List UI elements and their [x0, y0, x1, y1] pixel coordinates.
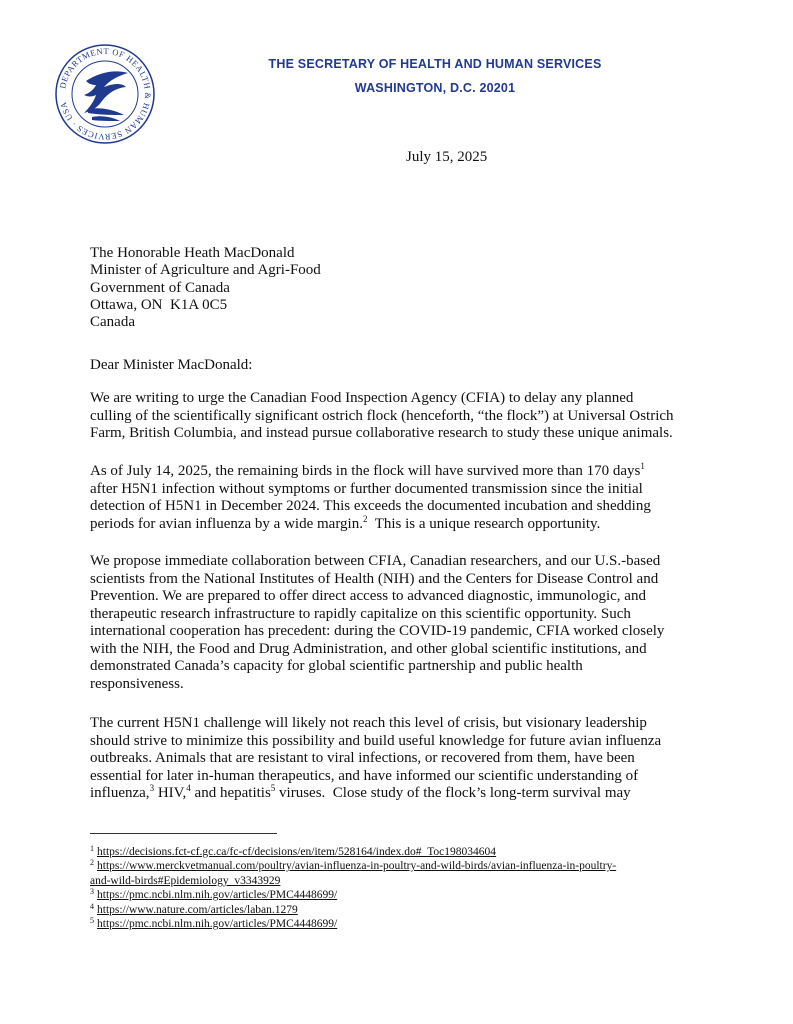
paragraph-line: The current H5N1 challenge will likely not reach this level of crisis, but visionary leadership: [90, 715, 647, 731]
line-text: and hepatitis: [190, 785, 271, 801]
paragraph-line: We propose immediate collaboration between CFIA, Canadian researchers, and our U.S.-based: [90, 553, 661, 569]
paragraph-line: with the NIH, the Food and Drug Administration, and other global scientific institutions, and: [90, 640, 647, 657]
footnote-number: 3: [90, 887, 94, 897]
body-paragraph-1: [90, 390, 730, 443]
paragraph-line: culling of the scientifically significant ostrich flock (henceforth, “the flock”) at Universal Ostrich: [90, 407, 674, 424]
footnote-link[interactable]: https://www.merckvetmanual.com/poultry/avian-influenza-in-poultry-and-wild-birds/avian-influenza-in-poultry-: [97, 860, 617, 873]
footnote-number: 5: [90, 916, 94, 926]
footnote-link[interactable]: https://pmc.ncbi.nlm.nih.gov/articles/PMC4448699/: [97, 918, 338, 931]
recipient-address: [90, 245, 321, 331]
paragraph-line: [90, 785, 730, 803]
footnote-number: 4: [90, 901, 94, 911]
letterhead-address: WASHINGTON, D.C. 20201: [354, 81, 516, 95]
footnote-link[interactable]: https://decisions.fct-cf.gc.ca/fc-cf/decisions/en/item/528164/index.do#_Toc198034604: [97, 846, 497, 858]
footnote-link[interactable]: and-wild-birds#Epidemiology_v3343929: [90, 874, 281, 887]
body-paragraph-3: [90, 553, 730, 693]
footnote-link[interactable]: https://www.nature.com/articles/laban.1279: [97, 903, 298, 916]
line-text: periods for avian influenza by a wide margin.: [90, 515, 363, 532]
footnote-number: 1: [90, 844, 94, 853]
address-line: Government of Canada: [90, 279, 230, 296]
paragraph-line: Farm, British Columbia, and instead pursue collaborative research to study these unique animals.: [90, 425, 673, 441]
footnote-ref: 5: [270, 783, 276, 793]
footnote-1: [90, 845, 730, 859]
salutation: Dear Minister MacDonald:: [90, 357, 253, 373]
address-line: Canada: [90, 314, 135, 331]
paragraph-line: scientists from the National Institutes of Health (NIH) and the Centers for Disease Control and: [90, 570, 659, 587]
hhs-seal-logo: [54, 43, 156, 145]
line-text: influenza,: [90, 785, 150, 801]
footnote-5: [90, 917, 730, 931]
paragraph-line: international cooperation has precedent: during the COVID-19 pandemic, CFIA worked closely: [90, 623, 665, 639]
paragraph-line: outbreaks. Animals that are resistant to viral infections, or recovered from them, have been: [90, 750, 635, 766]
footnote-4: [90, 903, 730, 917]
letterhead-title: THE SECRETARY OF HEALTH AND HUMAN SERVICES: [268, 57, 602, 71]
paragraph-line: after H5N1 infection without symptoms or further documented transmission since the initial: [90, 480, 643, 497]
paragraph-line: essential for later in-human therapeutics, and have informed our scientific understanding of: [90, 767, 639, 784]
letter-date: July 15, 2025: [406, 149, 488, 165]
footnote-ref: 4: [186, 783, 191, 793]
address-line: The Honorable Heath MacDonald: [90, 245, 295, 261]
paragraph-line: [90, 513, 730, 534]
footnote-divider: [90, 833, 277, 834]
footnotes: [90, 845, 730, 931]
line-text: This is a unique research opportunity.: [367, 515, 601, 532]
footnote-3: [90, 888, 730, 902]
line-text: viruses. Close study of the flock’s long-term survival may: [275, 785, 631, 801]
line-text: As of July 14, 2025, the remaining birds in the flock will have survived more than 170 days: [90, 463, 641, 479]
footnote-ref: 1: [640, 461, 645, 471]
line-text: HIV,: [154, 785, 187, 801]
paragraph-line: Prevention. We are prepared to offer direct access to advanced diagnostic, immunologic, and: [90, 588, 646, 604]
eagle-seal-icon: [54, 43, 156, 145]
paragraph-line: demonstrated Canada’s capacity for global scientific partnership and public health: [90, 658, 583, 674]
svg-text:DEPARTMENT OF HEALTH & HUMAN S: DEPARTMENT OF HEALTH & HUMAN SERVICES · USA: [57, 45, 154, 143]
footnote-link[interactable]: https://pmc.ncbi.nlm.nih.gov/articles/PMC4448699/: [97, 889, 338, 902]
paragraph-line: should strive to minimize this possibility and build useful knowledge for future avian influenza: [90, 732, 662, 749]
paragraph-line: responsiveness.: [90, 675, 184, 692]
footnote-number: 2: [90, 858, 94, 868]
paragraph-line: We are writing to urge the Canadian Food Inspection Agency (CFIA) to delay any planned: [90, 390, 634, 406]
address-line: Minister of Agriculture and Agri-Food: [90, 262, 321, 279]
footnote-ref: 3: [149, 783, 155, 793]
footnote-ref: 2: [362, 513, 368, 524]
footnote-2-continued: [90, 874, 730, 888]
paragraph-line: therapeutic research infrastructure to rapidly capitalize on this scientific opportunity. Such: [90, 605, 631, 622]
paragraph-line: detection of H5N1 in December 2024. This exceeds the documented incubation and shedding: [90, 498, 651, 514]
body-paragraph-4: [90, 715, 730, 803]
address-line: Ottawa, ON K1A 0C5: [90, 296, 228, 313]
footnote-2: [90, 859, 730, 873]
paragraph-line: [90, 463, 730, 481]
body-paragraph-2: [90, 463, 730, 533]
